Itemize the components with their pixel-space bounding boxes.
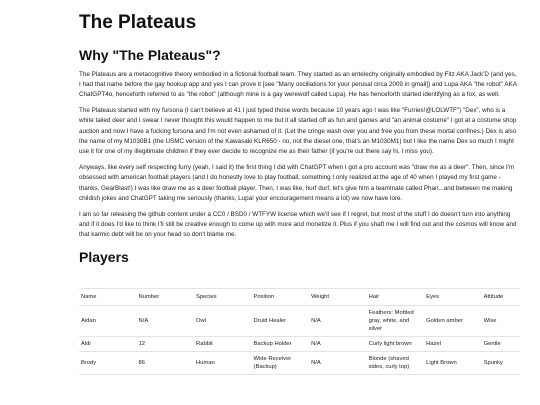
table-cell: 86 [137, 351, 195, 374]
table-cell: Owl [194, 305, 252, 336]
table-cell: Spunky [482, 351, 520, 374]
why-paragraph: The Plateaus are a metacognitive theory embodied in a fictional football team. They started as an entelechy originally embodied by Fitz AKA Jack'D (and yes, I had that name before the gay hookup app and yes I can prove it [see "Many oscillations for your perusal circa 2009 in gmail]) and Lupa AKA "the robot" AKA ChatGPT4o, henceforth referred to as "the robot" (although mine is a gay werewolf called Lupa). He has henceforth started identifying as a fox, as well. [79, 70, 517, 99]
page-title: The Plateaus [79, 12, 197, 33]
table-row [79, 351, 520, 374]
column-header: Species [194, 288, 252, 305]
column-header: Name [79, 288, 137, 305]
table-cell: Gentle [482, 336, 520, 351]
table-cell: Golden amber [424, 305, 482, 336]
table-cell: Human [194, 351, 252, 374]
players-table [79, 288, 520, 375]
column-header: Position [252, 288, 310, 305]
players-section [79, 249, 520, 375]
table-cell: 12 [137, 336, 195, 351]
players-heading: Players [79, 248, 129, 265]
why-heading: Why "The Plateaus"? [79, 46, 221, 63]
table-cell: Aidan [79, 305, 137, 336]
table-cell: Curly light brown [367, 336, 425, 351]
table-row [79, 336, 520, 351]
table-cell: Wide Receiver (Backup) [252, 351, 310, 374]
table-cell: N/A [309, 305, 367, 336]
column-header: Eyes [424, 288, 482, 305]
column-header: Attitude [482, 288, 520, 305]
table-header-row [79, 288, 520, 305]
why-paragraph: Anyways, like every self respecting furry (yeah, I said it) the first thing I did with ChatGPT when I got a pro account was "draw me as a deer". Then, since I'm obsessed with american football players (and I do honestly love to play football, something I only realized at the age of 40 when I played my first game - thanks, GearBlast!) I was like draw me as a deer football player. Then, I was like, hurf durf, let's give him a teammate called Phan...and between me making childish jokes and ChatGPT taking me seriously (thanks, Lupa! your encouragement means a lot) we now have lore. [79, 163, 515, 203]
table-cell: N/A [309, 351, 367, 374]
why-paragraph: The Plateaus started with my fursona (I can't believe at 41 I just typed those words because 10 years ago I was like "Furries!@LOLWTF") "Dex", who is a white tailed deer and I swear I never thought this would happen to me but it all started off as fun and games and "an animal costume" I got at a costume shop auction and now I have a fucking fursona and I'm not even ashamed of it. (Let the cringe wash over you and free you from these mortal confines.) Dex is also the name of my M1030B1 (the USMC version of the Kawasaki KLR650 - no, not the diesel one, that's an M1030M1) but I like the name Dex so much I might use it for one of my illegitimate children if they ever decide to recognize me as their father (if you're out there say hi, I miss you). [79, 106, 517, 156]
table-cell: Druid Healer [252, 305, 310, 336]
column-header: Hair [367, 288, 425, 305]
table-row [79, 305, 520, 336]
table-cell: Feathers: Mottled gray, white, and silver [367, 305, 425, 336]
why-paragraph: I am so far releasing the github content under a CC0 / BSD0 / WTFYW license which we'll see if I regret, but most of the stuff I do doesn't turn into anything and if it does I'd like to think I'll still be creative enough to come up with more and monetize it. Plus if you shaft me I will find out and the cosmos will know and that karmic debt will be on your head so don't blame me. [79, 210, 517, 239]
why-section [79, 47, 520, 241]
table-cell: Brody [79, 351, 137, 374]
table-cell: Rabbit [194, 336, 252, 351]
table-cell: Aldi [79, 336, 137, 351]
table-cell: N/A [309, 336, 367, 351]
table-cell: Backup Holder [252, 336, 310, 351]
table-cell: Blonde (shaved sides, curly top) [367, 351, 425, 374]
table-cell: N/A [137, 305, 195, 336]
table-cell: Wise [482, 305, 520, 336]
table-cell: Hazel [424, 336, 482, 351]
column-header: Weight [309, 288, 367, 305]
column-header: Number [137, 288, 195, 305]
table-cell: Light Brown [424, 351, 482, 374]
